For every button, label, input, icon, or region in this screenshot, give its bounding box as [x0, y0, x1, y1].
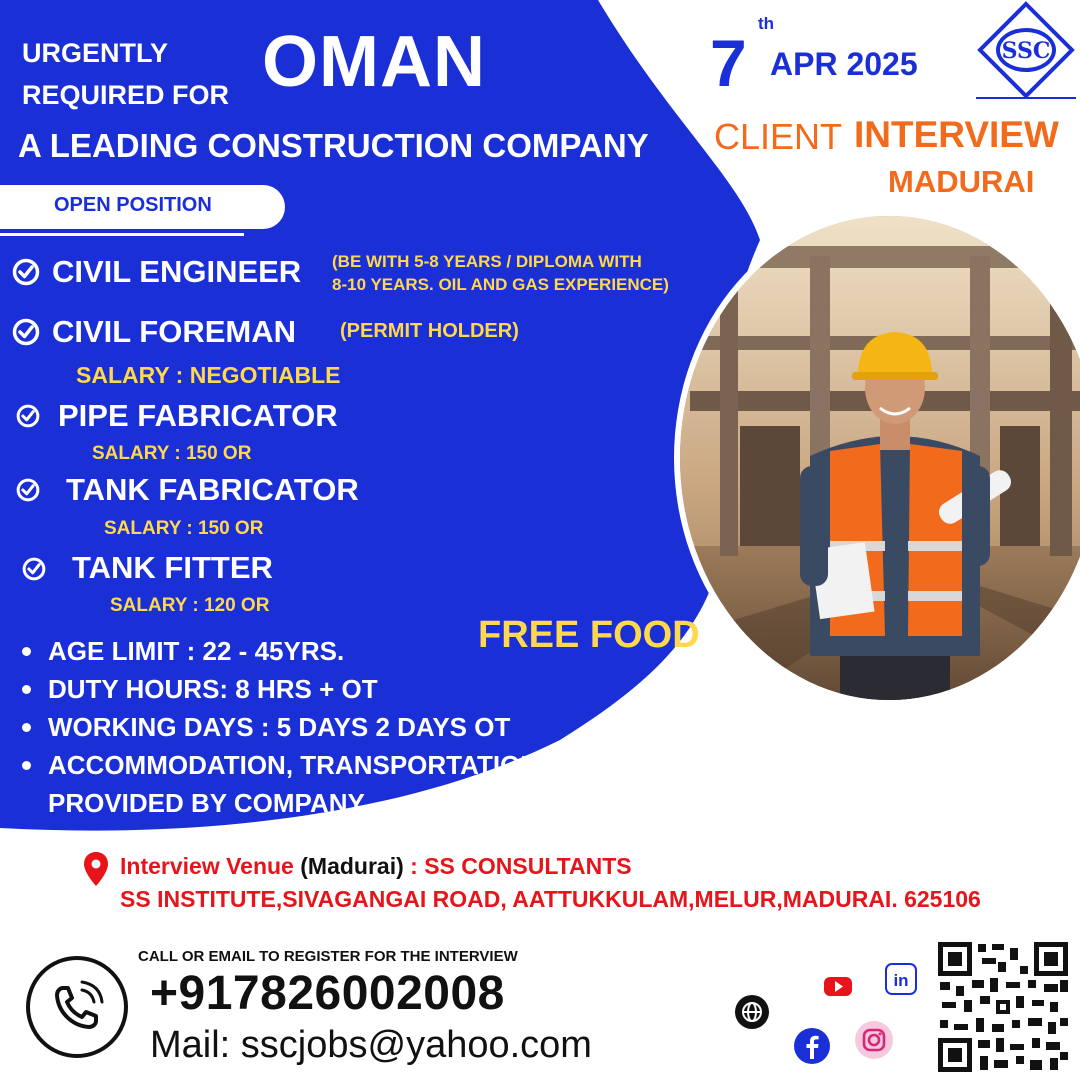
venue-address: SS INSTITUTE,SIVAGANGAI ROAD, AATTUKKULAM,MELUR,MADURAI. 625106	[120, 886, 981, 912]
check-circle-icon	[12, 258, 40, 286]
logo-text: SSC	[1001, 38, 1051, 64]
position-title: TANK FITTER	[72, 550, 273, 585]
urgent-line-2: REQUIRED FOR	[22, 80, 230, 110]
position-title: CIVIL FOREMAN	[52, 314, 296, 349]
position-note: (BE WITH 5-8 YEARS / DIPLOMA WITH	[332, 252, 642, 271]
position-note: 8-10 YEARS. OIL AND GAS EXPERIENCE)	[332, 275, 669, 294]
list-item	[18, 746, 1058, 784]
urgent-heading	[22, 32, 229, 116]
instagram-icon[interactable]	[854, 1020, 894, 1060]
worker-photo	[674, 210, 1080, 706]
interview-city: MADURAI	[888, 164, 1035, 199]
location-pin-icon	[84, 852, 108, 886]
benefit-text: ACCOMMODATION, TRANSPORTATION AND MEDICAL INSURANCE ARE	[48, 750, 950, 780]
client-label: CLIENT	[714, 116, 843, 157]
position-title: CIVIL ENGINEER	[52, 254, 302, 289]
check-circle-icon	[12, 318, 40, 346]
country-title: OMAN	[262, 22, 486, 102]
company-heading: A LEADING CONSTRUCTION COMPANY	[18, 127, 649, 164]
free-food-label: FREE FOOD	[478, 614, 700, 656]
email-address[interactable]: Mail: sscjobs@yahoo.com	[150, 1024, 592, 1066]
venue-city: (Madurai)	[300, 853, 404, 879]
date-suffix: th	[758, 14, 775, 33]
youtube-icon[interactable]	[818, 966, 858, 1006]
qr-code[interactable]	[936, 940, 1070, 1074]
ssc-logo	[974, 0, 1078, 100]
venue-heading	[120, 852, 632, 880]
linkedin-label: in	[893, 971, 909, 990]
register-note: CALL OR EMAIL TO REGISTER FOR THE INTERVIEW	[138, 948, 518, 965]
urgent-line-1: URGENTLY	[22, 38, 169, 68]
open-position-label: OPEN POSITION	[54, 194, 212, 216]
benefit-text: WORKING DAYS : 5 DAYS 2 DAYS OT	[48, 712, 511, 742]
date-month-year: APR 2025	[770, 46, 918, 82]
list-item	[18, 708, 1058, 746]
venue-label: Interview Venue	[120, 853, 294, 879]
position-title: PIPE FABRICATOR	[58, 398, 338, 433]
linkedin-icon[interactable]	[884, 962, 918, 996]
position-salary: SALARY : 120 OR	[110, 595, 270, 616]
bullet-dot	[22, 761, 31, 770]
bullet-dot	[22, 723, 31, 732]
position-salary: SALARY : 150 OR	[104, 518, 264, 539]
bullet-dot	[22, 685, 31, 694]
interview-label: INTERVIEW	[854, 114, 1059, 155]
check-circle-icon	[22, 557, 46, 581]
venue-name: : SS CONSULTANTS	[410, 853, 632, 879]
check-circle-icon	[16, 478, 40, 502]
benefit-text: DUTY HOURS: 8 HRS + OT	[48, 674, 378, 704]
position-salary: SALARY : 150 OR	[92, 443, 252, 464]
benefit-text: AGE LIMIT : 22 - 45YRS.	[48, 636, 345, 666]
bullet-dot	[22, 647, 31, 656]
facebook-icon[interactable]	[792, 1026, 832, 1066]
list-item-continuation	[18, 784, 1058, 822]
benefit-text: PROVIDED BY COMPANY.	[48, 788, 370, 818]
globe-icon[interactable]	[734, 994, 770, 1030]
open-position-underline	[0, 233, 244, 236]
phone-icon-circle	[26, 956, 128, 1058]
construction-worker-image	[680, 216, 1080, 706]
date-day: 7	[710, 26, 747, 100]
phone-number[interactable]: +917826002008	[150, 967, 505, 1020]
phone-icon	[30, 960, 124, 1054]
position-title: TANK FABRICATOR	[66, 472, 359, 507]
position-salary: SALARY : NEGOTIABLE	[76, 362, 341, 388]
check-circle-icon	[16, 404, 40, 428]
position-note: (PERMIT HOLDER)	[340, 320, 519, 342]
